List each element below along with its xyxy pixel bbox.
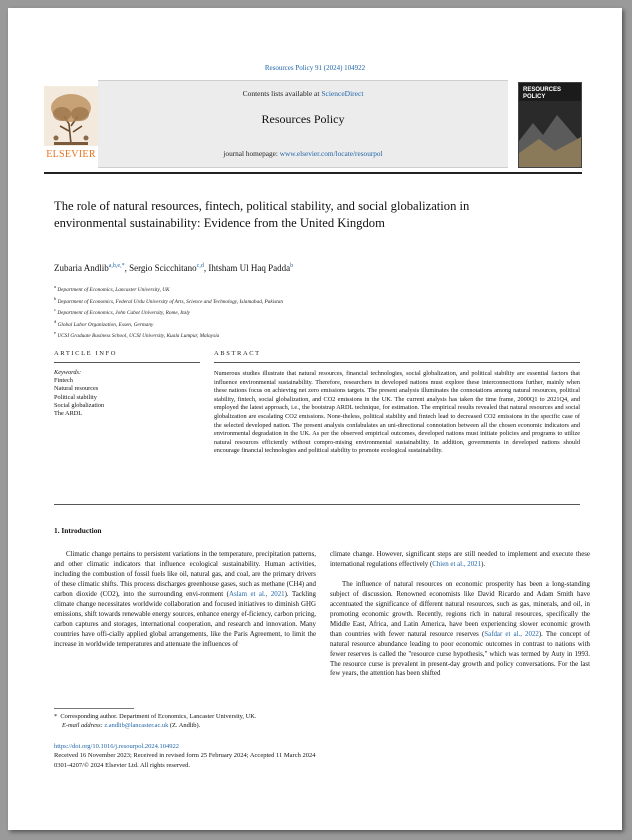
citation-link[interactable]: Aslam et al., 2021 (228, 590, 285, 598)
citation-link[interactable]: Chien et al., 2021 (432, 560, 482, 568)
author-name: Ihtsham Ul Haq Padda (208, 263, 291, 273)
abstract-text: Numerous studies illustrate that natural resources, financial technologies, social globalization, and political stability are essential factors that influence environmental sustainability. Therefore, researchers in developed nations must explore these interconnections further, mainly when these nations focus on achieving net zero emissions targets. The present analysis illuminates the connotations among natural resources, political stability, fintech, social globalization, and CO2 emissions in the UK. The current analysis has taken the time frame, 2000Q1 to 2021Q4, and employed the latest approach, i.e., the bootstrap ARDL technique, for estimation. The empirical results revealed that natural resources and social globalization are escalating CO2 emissions. None-theless, political stability and fintech lead to decreased CO2 emissions in the specific case of the selected developed nation. The present analysis confabulates an uni-directional connotation between all the chosen economic indicators and environmental degradation in the UK. As per the observed empirical outcomes, developed nations must initiate policies and programs to utilize natural resources efficiently without compro-mising environmental sustainability. In addition, governments in developed nations should encourage financial technologies and political stability to promote ecological sustainability. (214, 370, 580, 455)
keywords-heading: Keywords: (54, 369, 82, 376)
email-line: E-mail address: z.andlib@lancaster.ac.uk (Z. Andlib). (62, 722, 201, 729)
author-affil-marker[interactable]: a,b,e,* (108, 263, 125, 269)
abstract-rule (214, 362, 580, 363)
author-affil-marker[interactable]: c,d (196, 263, 204, 269)
affiliation-item: $^b$ Department of Economics, Federal Urdu University of Arts, Science and Technology, Islamabad, Pakistan (54, 295, 284, 305)
cover-title-line1: RESOURCES (523, 87, 562, 93)
cover-title (523, 87, 561, 101)
cover-artwork (519, 101, 581, 167)
author-list (54, 263, 293, 273)
article-title: The role of natural resources, fintech, political stability, and social globalization in environmental sustainability: Evidence from the United Kingdom (54, 199, 470, 230)
doi-link[interactable]: https://doi.org/10.1016/j.resourpol.2024.104922 (54, 743, 180, 750)
affiliation-item: $^c$ Department of Economics, John Cabot University, Rome, Italy (54, 307, 191, 316)
journal-header (98, 80, 508, 168)
affiliation-item: $^a$ Department of Economics, Lancaster University, UK (54, 284, 170, 293)
article-info-rule (54, 362, 200, 363)
publication-info (54, 742, 316, 770)
abstract-label: ABSTRACT (214, 350, 261, 357)
keyword-item: Natural resources (54, 385, 99, 393)
author-name: Zubaria Andlib (54, 263, 109, 273)
footnote-rule (54, 708, 134, 709)
keyword-item: Political stability (54, 393, 97, 401)
affiliation-item: $^d$ Global Labor Organization, Essen, Germany (54, 318, 154, 328)
keyword-item: Fintech (54, 377, 73, 385)
affiliation-item: $^e$ UCSI Graduate Business School, UCSI University, Kuala Lumpur, Malaysia (54, 330, 220, 340)
author-separator: , (124, 263, 130, 273)
keyword-item: The ARDL (54, 410, 83, 418)
body-column-left (54, 550, 316, 650)
abstract-bottom-rule (54, 504, 580, 505)
article-info-label: ARTICLE INFO (54, 350, 118, 357)
homepage-prefix: journal homepage: (223, 149, 280, 158)
body-paragraph: The influence of natural resources on economic prosperity has been a long-standing subject of discussion. Renowned economists like David Ricardo and Adam Smith have accentuated the significance of different natural resources, such as gas, minerals, and oil, in promoting economic growth. Recently, regions rich in natural resources, specifically the Middle East, Africa, and Latin America, have been experiencing slower economic growth than countries with fewer natural resource reserves (Safdar et al., 2022). The concept of natural resource abundance leading to poor economic outcomes in contrast to nations with fewer reserves is called the "resource curse hypothesis," which was termed by Auty in 1993. The resource curse is prevalent in present-day growth and policy conversations. For the last few years, the attention has been shifted (330, 580, 590, 678)
sciencedirect-link[interactable]: ScienceDirect (321, 89, 364, 98)
body-paragraph: Climatic change pertains to persistent variations in the temperature, precipitation patterns, and other climatic indicators that influence ecological sustainability. Human activities, including the combustion of fossil fuels like oil, natural gas, and coal, are the primary drivers of these climatic shifts. This process discharges greenhouse gases, such as methane (CH4) and carbon dioxide (CO2), into the surrounding envi-ronment (Aslam et al., 2021). Tackling climate change necessitates worldwide collaboration and focused initiatives to diminish GHG emissions, shift towards renewable energy sources, enhance energy ef-ficiency, carbon pricing, carbon captures and storages, international cooperation, and research and innovation. Many countries have offi-cially applied global arrangements, like the Paris Agreement, to limit the increase in worldwide temperatures and attenuate the influences of (54, 551, 316, 648)
keywords-list (54, 369, 104, 418)
author-name: Sergio Scicchitano (129, 263, 197, 273)
body-paragraph-continued: climate change. However, significant steps are still needed to implement and execute these international regulations effectively (Chien et al., 2021). (330, 551, 590, 568)
journal-homepage-link[interactable]: www.elsevier.com/locate/resourpol (279, 149, 383, 158)
header-divider (44, 172, 582, 174)
journal-cover-image (518, 82, 582, 168)
article-page (8, 8, 622, 830)
body-column-right (330, 550, 590, 679)
corresponding-author-note: * Corresponding author. Department of Economics, Lancaster University, UK. (54, 713, 257, 720)
affiliation-list (54, 283, 283, 341)
author-affil-marker[interactable]: b (290, 263, 294, 269)
keyword-item: Social globalization (54, 401, 105, 409)
copyright-notice: 0301-4207/© 2024 Elsevier Ltd. All rights reserved. (54, 761, 190, 769)
received-dates: Received 16 November 2023; Received in revised form 25 February 2024; Accepted 11 March 2024 (54, 752, 316, 760)
author-separator: , (203, 263, 209, 273)
email-link[interactable]: z.andlib@lancaster.ac.uk (104, 722, 169, 729)
journal-name: Resources Policy (261, 112, 345, 126)
citation-link[interactable]: Safdar et al., 2022 (484, 630, 539, 638)
cover-title-line2: POLICY (523, 94, 546, 100)
contents-prefix: Contents lists available at (242, 89, 322, 98)
introduction-heading: 1. Introduction (54, 526, 102, 535)
journal-citation-link[interactable]: Resources Policy 91 (2024) 104922 (264, 64, 366, 72)
contents-available-line (98, 89, 508, 98)
journal-homepage-line (98, 149, 508, 158)
footnote (54, 712, 256, 730)
elsevier-wordmark: ELSEVIER (46, 149, 96, 160)
